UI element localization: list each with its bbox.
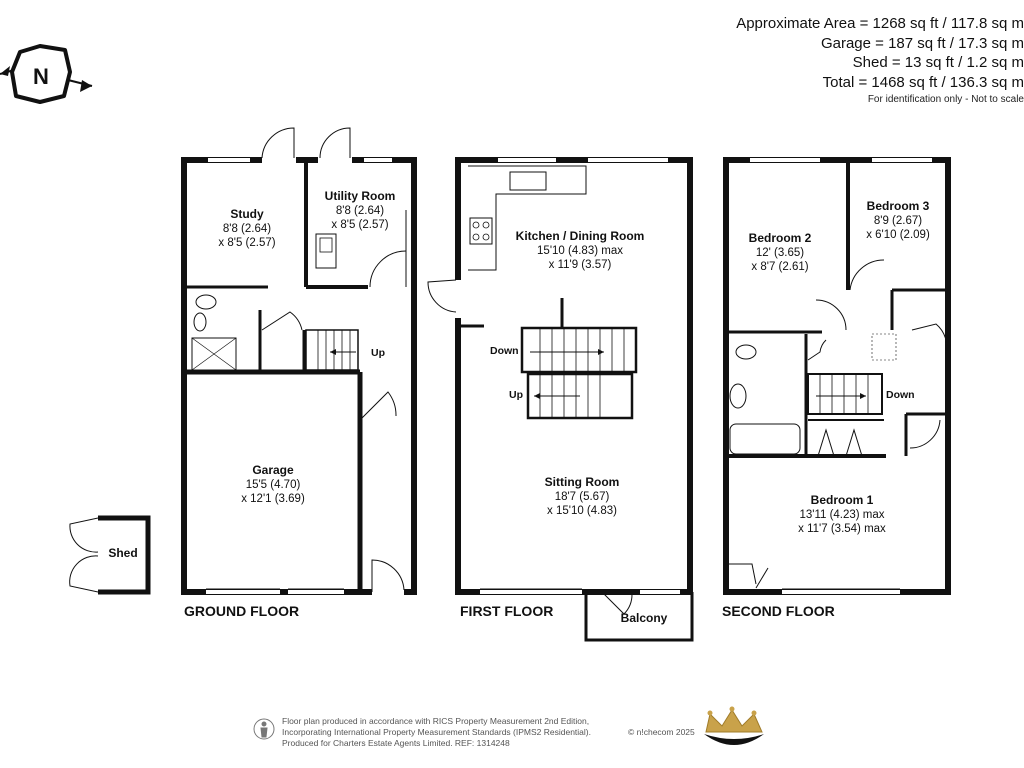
room-bedroom-1-dim2: x 11'7 (3.54) max: [798, 523, 886, 535]
room-bedroom-3-dim2: x 6'10 (2.09): [866, 229, 930, 241]
room-utility: [325, 189, 396, 231]
room-kitchen-name: Kitchen / Dining Room: [515, 229, 645, 243]
room-bedroom-3-name: Bedroom 3: [866, 199, 930, 213]
room-utility-name: Utility Room: [324, 189, 396, 203]
first-floor-title: FIRST FLOOR: [460, 603, 554, 619]
ground-floor-title: GROUND FLOOR: [184, 603, 300, 619]
room-utility-dim2: x 8'5 (2.57): [331, 219, 389, 231]
room-garage-dim1: 15'5 (4.70): [245, 479, 301, 491]
stairs-ground-up-label: Up: [371, 347, 385, 359]
room-kitchen-dim1: 15'10 (4.83) max: [537, 245, 623, 257]
room-study-name: Study: [230, 207, 264, 221]
footer-line-3: Produced for Charters Estate Agents Limited. REF: 1314248: [282, 738, 510, 748]
room-bedroom-2-dim2: x 8'7 (2.61): [751, 261, 809, 273]
north-compass-icon: [0, 46, 92, 102]
room-study-dim2: x 8'5 (2.57): [218, 237, 276, 249]
room-study-dim1: 8'8 (2.64): [222, 223, 272, 235]
room-bedroom-2: [749, 231, 812, 273]
room-garage-dim2: x 12'1 (3.69): [241, 493, 305, 505]
room-bedroom-3-dim1: 8'9 (2.67): [873, 215, 923, 227]
room-sitting-dim2: x 15'10 (4.83): [547, 505, 617, 517]
footer-copyright: © n!checom 2025: [628, 727, 695, 737]
area-shed: Shed = 13 sq ft / 1.2 sq m: [852, 54, 1024, 71]
footer-credits: [282, 716, 695, 749]
room-bedroom-2-dim1: 12' (3.65): [755, 247, 805, 259]
compass-letter: N: [33, 64, 49, 89]
room-study: [218, 207, 275, 249]
room-sitting-dim1: 18'7 (5.67): [554, 491, 610, 503]
room-bedroom-2-name: Bedroom 2: [748, 231, 812, 245]
area-total: Total = 1468 sq ft / 136.3 sq m: [822, 73, 1024, 91]
room-shed-name: Shed: [108, 546, 138, 560]
room-garage: [241, 463, 305, 505]
stairs-first-down-label: Down: [490, 345, 519, 357]
footer-line-2: Incorporating International Property Measurement Standards (IPMS2 Residential).: [282, 727, 591, 737]
stairs-first-up-label: Up: [509, 389, 523, 401]
crown-logo-icon: [704, 707, 764, 746]
footer-line-1: Floor plan produced in accordance with RICS Property Measurement 2nd Edition,: [282, 716, 590, 726]
scale-note: For identification only - Not to scale: [867, 94, 1024, 105]
room-kitchen-dim2: x 11'9 (3.57): [548, 259, 612, 271]
room-bedroom-1-dim1: 13'11 (4.23) max: [799, 509, 885, 521]
room-bedroom-3: [866, 199, 930, 241]
room-bedroom-1-name: Bedroom 1: [810, 493, 874, 507]
room-kitchen: [516, 229, 645, 271]
stairs-second-down-label: Down: [886, 389, 915, 401]
second-floor-title: SECOND FLOOR: [722, 603, 835, 619]
room-utility-dim1: 8'8 (2.64): [335, 205, 385, 217]
info-person-icon: [254, 719, 274, 739]
room-sitting: [545, 475, 620, 517]
area-garage: Garage = 187 sq ft / 17.3 sq m: [820, 34, 1024, 52]
room-balcony-name: Balcony: [620, 611, 668, 625]
room-sitting-name: Sitting Room: [544, 475, 620, 489]
room-bedroom-1: [798, 493, 886, 535]
room-garage-name: Garage: [252, 463, 294, 477]
area-main: Approximate Area = 1268 sq ft / 117.8 sq m: [736, 15, 1024, 32]
